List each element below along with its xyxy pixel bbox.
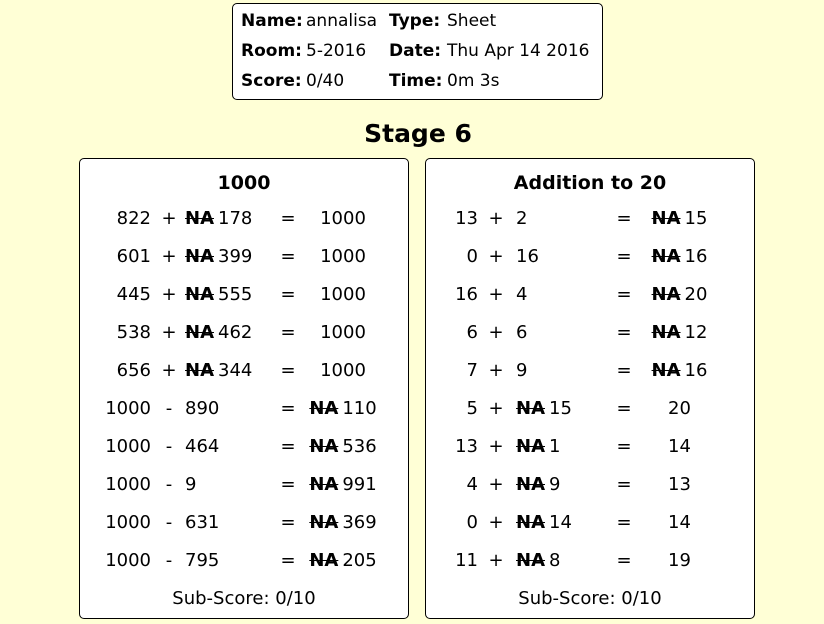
na-mark: NA bbox=[185, 208, 214, 229]
date-value: Thu Apr 14 2016 bbox=[447, 41, 590, 61]
equals-sign-value: = bbox=[616, 246, 632, 267]
operator-value: + bbox=[161, 284, 177, 305]
equals-sign-value: = bbox=[616, 474, 632, 495]
operator-value: - bbox=[165, 512, 173, 533]
operand-b-value: 631 bbox=[185, 512, 220, 533]
result-value: 369 bbox=[342, 512, 377, 533]
na-mark: NA bbox=[185, 360, 214, 381]
equals-sign bbox=[614, 398, 634, 419]
result bbox=[302, 360, 384, 381]
operand-b bbox=[185, 474, 196, 495]
equation-row bbox=[80, 436, 408, 460]
operand-a bbox=[426, 360, 478, 381]
operand-a bbox=[80, 436, 151, 457]
operator-value: + bbox=[488, 436, 504, 457]
result-value: 1000 bbox=[320, 322, 366, 343]
type-label: Type: bbox=[389, 11, 441, 31]
name-label: Name: bbox=[241, 11, 303, 31]
result bbox=[640, 436, 719, 457]
equals-sign-value: = bbox=[280, 360, 296, 381]
operand-b bbox=[185, 512, 219, 533]
na-mark: NA bbox=[651, 284, 681, 305]
operator-value: - bbox=[165, 474, 173, 495]
operand-b bbox=[185, 398, 219, 419]
operand-b bbox=[516, 208, 527, 229]
operator-value: - bbox=[165, 436, 173, 457]
name-value: annalisa bbox=[306, 11, 378, 31]
operand-b bbox=[516, 322, 527, 343]
operand-b-value: 4 bbox=[516, 284, 528, 305]
operand-b-value: 464 bbox=[185, 436, 220, 457]
operand-b bbox=[516, 398, 572, 419]
equals-sign bbox=[614, 284, 634, 305]
equals-sign bbox=[278, 360, 298, 381]
operand-a-value: 13 bbox=[455, 436, 478, 457]
na-mark: NA bbox=[516, 474, 545, 495]
equation-row bbox=[80, 474, 408, 498]
operand-b bbox=[185, 360, 252, 381]
result bbox=[640, 284, 719, 305]
operator bbox=[158, 550, 180, 571]
na-mark: NA bbox=[516, 550, 545, 571]
equals-sign-value: = bbox=[616, 436, 632, 457]
operator bbox=[158, 322, 180, 343]
operator bbox=[158, 208, 180, 229]
room-label: Room: bbox=[241, 41, 302, 61]
operand-a bbox=[80, 322, 151, 343]
equals-sign-value: = bbox=[616, 208, 632, 229]
equation-row bbox=[426, 550, 754, 574]
equals-sign-value: = bbox=[616, 284, 632, 305]
operand-a-value: 0 bbox=[466, 512, 478, 533]
result-value: 12 bbox=[684, 322, 708, 343]
score-value: 0/40 bbox=[306, 71, 345, 91]
operator bbox=[486, 322, 506, 343]
operand-a-value: 4 bbox=[466, 474, 478, 495]
sub-score: Sub-Score: 0/10 bbox=[172, 588, 316, 609]
panel-title: Addition to 20 bbox=[513, 172, 667, 194]
operator-value: - bbox=[165, 398, 173, 419]
operand-a-value: 1000 bbox=[105, 436, 151, 457]
equals-sign bbox=[614, 436, 634, 457]
result bbox=[640, 360, 719, 381]
score-label: Score: bbox=[241, 71, 302, 91]
operand-b-value: 462 bbox=[218, 322, 253, 343]
operator bbox=[486, 246, 506, 267]
result bbox=[302, 474, 384, 495]
operand-b bbox=[516, 246, 539, 267]
operator-value: + bbox=[488, 284, 504, 305]
operator-value: - bbox=[165, 550, 173, 571]
result-value: 14 bbox=[668, 512, 691, 533]
na-mark: NA bbox=[651, 246, 681, 267]
type-value: Sheet bbox=[447, 11, 497, 31]
operand-b bbox=[185, 208, 252, 229]
operand-b-value: 9 bbox=[516, 360, 528, 381]
equals-sign-value: = bbox=[280, 550, 296, 571]
result-value: 16 bbox=[684, 360, 708, 381]
equals-sign-value: = bbox=[280, 398, 296, 419]
equals-sign-value: = bbox=[280, 512, 296, 533]
operand-b-value: 9 bbox=[549, 474, 561, 495]
operand-a-value: 11 bbox=[455, 550, 478, 571]
operand-a-value: 0 bbox=[466, 246, 478, 267]
operand-b-value: 2 bbox=[516, 208, 528, 229]
result bbox=[640, 322, 719, 343]
equals-sign bbox=[278, 398, 298, 419]
operand-b-value: 14 bbox=[549, 512, 572, 533]
equation-row bbox=[426, 436, 754, 460]
result-value: 20 bbox=[668, 398, 691, 419]
operand-a-value: 822 bbox=[116, 208, 151, 229]
operator bbox=[158, 436, 180, 457]
operand-a bbox=[426, 246, 478, 267]
result bbox=[640, 474, 719, 495]
equation-row bbox=[80, 208, 408, 232]
result-value: 536 bbox=[342, 436, 377, 457]
operand-b-value: 555 bbox=[218, 284, 253, 305]
equals-sign-value: = bbox=[280, 208, 296, 229]
result bbox=[640, 550, 719, 571]
equals-sign bbox=[278, 550, 298, 571]
operand-a-value: 445 bbox=[116, 284, 151, 305]
result-value: 110 bbox=[342, 398, 377, 419]
operand-a bbox=[80, 360, 151, 381]
operator bbox=[158, 360, 180, 381]
operator-value: + bbox=[161, 246, 177, 267]
na-mark: NA bbox=[651, 322, 681, 343]
operand-a-value: 7 bbox=[466, 360, 478, 381]
equation-row bbox=[80, 398, 408, 422]
operator bbox=[486, 550, 506, 571]
operator bbox=[486, 474, 506, 495]
operand-a bbox=[426, 284, 478, 305]
operand-a bbox=[80, 208, 151, 229]
operator-value: + bbox=[488, 474, 504, 495]
panel-title: 1000 bbox=[217, 172, 271, 194]
date-label: Date: bbox=[389, 41, 442, 61]
operand-a-value: 656 bbox=[116, 360, 151, 381]
sub-score: Sub-Score: 0/10 bbox=[518, 588, 662, 609]
equals-sign-value: = bbox=[280, 474, 296, 495]
result bbox=[302, 436, 384, 457]
operand-a bbox=[426, 512, 478, 533]
info-box bbox=[232, 3, 603, 100]
result-value: 15 bbox=[684, 208, 708, 229]
na-mark: NA bbox=[309, 512, 339, 533]
operand-b-value: 399 bbox=[218, 246, 253, 267]
operand-a bbox=[80, 512, 151, 533]
operand-b-value: 9 bbox=[185, 474, 197, 495]
equation-row bbox=[426, 246, 754, 270]
operand-b bbox=[516, 512, 572, 533]
equals-sign-value: = bbox=[616, 322, 632, 343]
equals-sign bbox=[614, 360, 634, 381]
equals-sign bbox=[278, 436, 298, 457]
result-value: 19 bbox=[668, 550, 691, 571]
equals-sign bbox=[614, 512, 634, 533]
operand-a-value: 1000 bbox=[105, 512, 151, 533]
na-mark: NA bbox=[651, 360, 681, 381]
operand-b-value: 795 bbox=[185, 550, 220, 571]
operator bbox=[158, 474, 180, 495]
operator-value: + bbox=[161, 360, 177, 381]
result bbox=[302, 398, 384, 419]
result bbox=[302, 550, 384, 571]
operator bbox=[158, 284, 180, 305]
operand-a-value: 16 bbox=[455, 284, 478, 305]
na-mark: NA bbox=[309, 550, 339, 571]
operator-value: + bbox=[488, 360, 504, 381]
equals-sign bbox=[278, 512, 298, 533]
operand-a bbox=[426, 436, 478, 457]
operand-a-value: 1000 bbox=[105, 474, 151, 495]
equals-sign bbox=[278, 246, 298, 267]
result-value: 20 bbox=[684, 284, 708, 305]
equals-sign-value: = bbox=[616, 512, 632, 533]
na-mark: NA bbox=[185, 246, 214, 267]
operand-a bbox=[80, 398, 151, 419]
time-value: 0m 3s bbox=[447, 71, 500, 91]
equals-sign-value: = bbox=[280, 436, 296, 457]
result-value: 1000 bbox=[320, 284, 366, 305]
operand-b bbox=[516, 436, 560, 457]
operand-a bbox=[426, 398, 478, 419]
operator-value: + bbox=[488, 208, 504, 229]
operand-a bbox=[426, 208, 478, 229]
equation-row bbox=[426, 474, 754, 498]
operator bbox=[486, 284, 506, 305]
operand-b bbox=[185, 550, 219, 571]
na-mark: NA bbox=[185, 322, 214, 343]
result bbox=[302, 512, 384, 533]
equals-sign-value: = bbox=[616, 360, 632, 381]
operand-a bbox=[80, 284, 151, 305]
operator bbox=[158, 398, 180, 419]
operand-b bbox=[516, 474, 560, 495]
time-label: Time: bbox=[389, 71, 443, 91]
equals-sign-value: = bbox=[280, 284, 296, 305]
equals-sign-value: = bbox=[280, 246, 296, 267]
operand-a bbox=[80, 474, 151, 495]
stage-title: Stage 6 bbox=[364, 119, 472, 148]
equation-row bbox=[426, 284, 754, 308]
operand-b-value: 890 bbox=[185, 398, 220, 419]
operand-b-value: 6 bbox=[516, 322, 528, 343]
na-mark: NA bbox=[185, 284, 214, 305]
equation-row bbox=[426, 398, 754, 422]
operand-a-value: 13 bbox=[455, 208, 478, 229]
operand-a bbox=[426, 550, 478, 571]
result-value: 16 bbox=[684, 246, 708, 267]
operand-a-value: 6 bbox=[466, 322, 478, 343]
result-value: 14 bbox=[668, 436, 691, 457]
equation-row bbox=[80, 360, 408, 384]
equation-row bbox=[426, 208, 754, 232]
equation-row bbox=[426, 360, 754, 384]
operand-a-value: 601 bbox=[116, 246, 151, 267]
operand-a bbox=[80, 550, 151, 571]
operator-value: + bbox=[488, 550, 504, 571]
equals-sign-value: = bbox=[280, 322, 296, 343]
result bbox=[302, 246, 384, 267]
equals-sign bbox=[614, 208, 634, 229]
operator-value: + bbox=[488, 322, 504, 343]
operator bbox=[158, 246, 180, 267]
operator-value: + bbox=[488, 246, 504, 267]
result bbox=[640, 246, 719, 267]
equation-row bbox=[80, 512, 408, 536]
operand-b bbox=[185, 322, 252, 343]
operand-b bbox=[516, 360, 527, 381]
operand-b-value: 8 bbox=[549, 550, 561, 571]
na-mark: NA bbox=[309, 474, 339, 495]
result-value: 13 bbox=[668, 474, 691, 495]
operand-a-value: 5 bbox=[466, 398, 478, 419]
operand-a-value: 1000 bbox=[105, 550, 151, 571]
result bbox=[640, 208, 719, 229]
operand-a bbox=[426, 474, 478, 495]
equals-sign bbox=[614, 474, 634, 495]
operand-b-value: 1 bbox=[549, 436, 561, 457]
operator-value: + bbox=[161, 322, 177, 343]
operand-a bbox=[426, 322, 478, 343]
operand-b bbox=[516, 284, 527, 305]
equals-sign bbox=[614, 550, 634, 571]
operator-value: + bbox=[488, 512, 504, 533]
na-mark: NA bbox=[651, 208, 681, 229]
equals-sign bbox=[614, 322, 634, 343]
equals-sign bbox=[278, 322, 298, 343]
equation-row bbox=[426, 512, 754, 536]
operator bbox=[486, 208, 506, 229]
result-value: 1000 bbox=[320, 360, 366, 381]
equation-row bbox=[80, 322, 408, 346]
operator bbox=[486, 512, 506, 533]
operand-b bbox=[185, 284, 252, 305]
na-mark: NA bbox=[516, 512, 545, 533]
operand-a-value: 538 bbox=[116, 322, 151, 343]
panel-addition-to-20 bbox=[425, 158, 755, 619]
equals-sign bbox=[278, 208, 298, 229]
operand-b-value: 344 bbox=[218, 360, 253, 381]
panel-1000 bbox=[79, 158, 409, 619]
equation-row bbox=[80, 550, 408, 574]
equation-row bbox=[80, 246, 408, 270]
operand-b bbox=[185, 246, 252, 267]
operator bbox=[486, 360, 506, 381]
operand-a bbox=[80, 246, 151, 267]
equals-sign-value: = bbox=[616, 550, 632, 571]
result-value: 1000 bbox=[320, 246, 366, 267]
operator-value: + bbox=[488, 398, 504, 419]
operator bbox=[158, 512, 180, 533]
operator bbox=[486, 436, 506, 457]
operand-b bbox=[185, 436, 219, 457]
room-value: 5-2016 bbox=[306, 41, 367, 61]
result bbox=[302, 322, 384, 343]
equals-sign bbox=[278, 474, 298, 495]
equals-sign bbox=[278, 284, 298, 305]
operator bbox=[486, 398, 506, 419]
result bbox=[302, 284, 384, 305]
operand-b-value: 15 bbox=[549, 398, 572, 419]
result bbox=[640, 398, 719, 419]
result bbox=[640, 512, 719, 533]
result bbox=[302, 208, 384, 229]
equation-row bbox=[426, 322, 754, 346]
result-value: 205 bbox=[342, 550, 377, 571]
operand-b bbox=[516, 550, 560, 571]
na-mark: NA bbox=[516, 398, 545, 419]
na-mark: NA bbox=[516, 436, 545, 457]
operator-value: + bbox=[161, 208, 177, 229]
operand-b-value: 178 bbox=[218, 208, 253, 229]
operand-a-value: 1000 bbox=[105, 398, 151, 419]
equals-sign bbox=[614, 246, 634, 267]
operand-b-value: 16 bbox=[516, 246, 539, 267]
equals-sign-value: = bbox=[616, 398, 632, 419]
result-value: 1000 bbox=[320, 208, 366, 229]
na-mark: NA bbox=[309, 398, 339, 419]
equation-row bbox=[80, 284, 408, 308]
result-value: 991 bbox=[342, 474, 377, 495]
na-mark: NA bbox=[309, 436, 339, 457]
